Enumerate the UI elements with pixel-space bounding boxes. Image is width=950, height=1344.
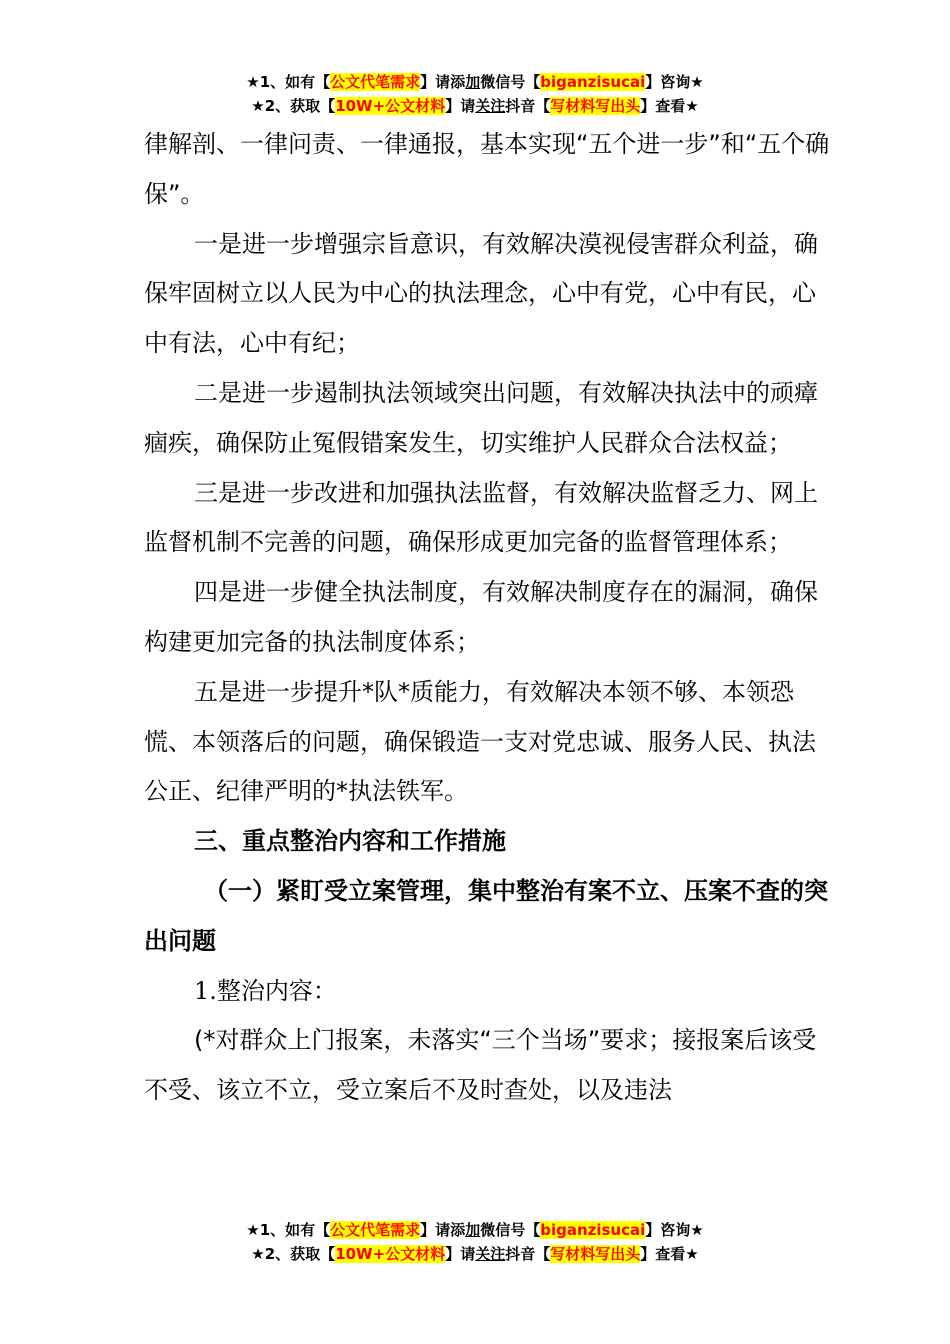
banner-underline: 关注 bbox=[475, 97, 506, 115]
paragraph: (*对群众上门报案，未落实“三个当场”要求；接报案后该受不受、该立不立，受立案后不及时查处，以及违法 bbox=[144, 1026, 817, 1105]
header-banner bbox=[0, 70, 950, 118]
subsection-heading: （一）紧盯受立案管理，集中整治有案不立、压案不查的突出问题 bbox=[144, 876, 828, 955]
banner-underline: 加 bbox=[465, 73, 481, 91]
banner-text: 】咨询★ bbox=[645, 73, 704, 91]
banner-line-1 bbox=[0, 70, 950, 94]
paragraph: 一是进一步增强宗旨意识，有效解决漠视侵害群众利益，确保牢固树立以人民为中心的执法理念，心中有党，心中有民，心中有法，心中有纪； bbox=[144, 229, 818, 358]
banner-text: 】查看★ bbox=[640, 1245, 699, 1263]
banner-underline: 加 bbox=[465, 1221, 481, 1239]
banner-highlight: 公文代笔需求 bbox=[330, 73, 421, 91]
section-heading: 三、重点整治内容和工作措施 bbox=[194, 827, 506, 856]
banner-line-2 bbox=[0, 94, 950, 118]
banner-text: ★2、获取【 bbox=[251, 97, 336, 115]
paragraph: 五是进一步提升*队*质能力，有效解决本领不够、本领恐慌、本领落后的问题，确保锻造一支对党忠诚、服务人民、执法公正、纪律严明的*执法铁军。 bbox=[144, 677, 816, 806]
banner-text: ★1、如有【 bbox=[246, 1221, 331, 1239]
banner-text: 】咨询★ bbox=[645, 1221, 704, 1239]
banner-underline: 关注 bbox=[475, 1245, 506, 1263]
banner-text: 】请添 bbox=[420, 1221, 466, 1239]
banner-highlight: 写材料写出头 bbox=[550, 1245, 641, 1263]
banner-text: 】请添 bbox=[420, 73, 466, 91]
paragraph: 律解剖、一律问责、一律通报，基本实现“五个进一步”和“五个确保”。 bbox=[144, 130, 830, 208]
footer-banner bbox=[0, 1218, 950, 1266]
banner-highlight: 公文代笔需求 bbox=[330, 1221, 421, 1239]
banner-text: 】请 bbox=[445, 1245, 476, 1263]
banner-text: 】请 bbox=[445, 97, 476, 115]
banner-text: 微信号【 bbox=[480, 73, 541, 91]
item-heading bbox=[144, 967, 830, 1017]
banner-highlight: biganzisucai bbox=[540, 1221, 646, 1239]
paragraph: 三是进一步改进和加强执法监督，有效解决监督乏力、网上监督机制不完善的问题，确保形成更加完备的监督管理体系； bbox=[144, 478, 818, 557]
banner-highlight: biganzisucai bbox=[540, 73, 646, 91]
document-body bbox=[144, 120, 830, 1116]
banner-line-1 bbox=[0, 1218, 950, 1242]
banner-highlight: 写材料写出头 bbox=[550, 97, 641, 115]
banner-text: ★2、获取【 bbox=[251, 1245, 336, 1263]
item-label: 整治内容： bbox=[216, 976, 337, 1005]
item-number: 1. bbox=[194, 976, 217, 1005]
banner-text: 抖音【 bbox=[505, 1245, 551, 1263]
paragraph: 二是进一步遏制执法领域突出问题，有效解决执法中的顽瘴痼疾，确保防止冤假错案发生，切实维护人民群众合法权益； bbox=[144, 378, 818, 457]
banner-highlight: 10W+公文材料 bbox=[335, 1245, 446, 1263]
banner-highlight: 10W+公文材料 bbox=[335, 97, 446, 115]
banner-text: 微信号【 bbox=[480, 1221, 541, 1239]
banner-line-2 bbox=[0, 1242, 950, 1266]
banner-text: 】查看★ bbox=[640, 97, 699, 115]
paragraph: 四是进一步健全执法制度，有效解决制度存在的漏洞，确保构建更加完备的执法制度体系； bbox=[144, 578, 818, 656]
banner-text: ★1、如有【 bbox=[246, 73, 331, 91]
banner-text: 抖音【 bbox=[505, 97, 551, 115]
